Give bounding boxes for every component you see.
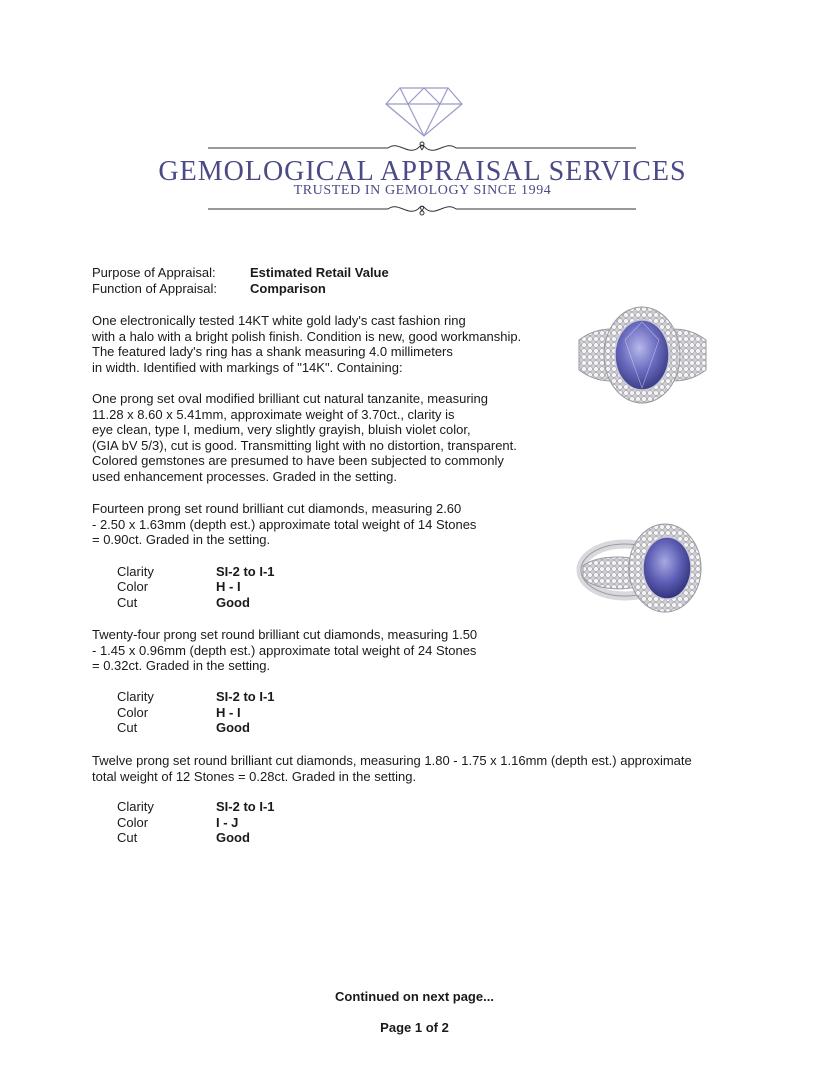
description-line: One electronically tested 14KT white gold lady's cast fashion ring bbox=[92, 313, 466, 328]
header-bottom-flourish bbox=[208, 199, 636, 219]
cut-label: Cut bbox=[117, 595, 138, 610]
diamond-line: Twenty-four prong set round brilliant cut diamonds, measuring 1.50 bbox=[92, 627, 478, 642]
center-stone-description bbox=[92, 391, 517, 485]
diamond-line: total weight of 12 Stones = 0.28ct. Graded in the setting. bbox=[92, 768, 417, 784]
center-stone-line: (GIA bV 5/3), cut is good. Transmitting light with no distortion, transparent. bbox=[92, 437, 517, 453]
clarity-value: SI-2 to I-1 bbox=[216, 564, 275, 579]
diamond-group-1-description bbox=[92, 501, 476, 548]
cut-value: Good bbox=[216, 595, 250, 610]
center-stone-line: One prong set oval modified brilliant cut natural tanzanite, measuring bbox=[92, 391, 488, 406]
company-tagline: TRUSTED IN GEMOLOGY SINCE 1994 bbox=[293, 183, 552, 198]
clarity-label: Clarity bbox=[117, 799, 154, 814]
clarity-value: SI-2 to I-1 bbox=[216, 799, 275, 814]
function-value: Comparison bbox=[250, 281, 326, 296]
ring-description bbox=[92, 313, 521, 375]
cut-label: Cut bbox=[117, 830, 138, 845]
color-value: H - I bbox=[216, 705, 241, 720]
diamond-line: = 0.32ct. Graded in the setting. bbox=[92, 658, 271, 674]
center-stone-line: 11.28 x 8.60 x 5.41mm, approximate weight of 3.70ct., clarity is bbox=[92, 406, 455, 422]
function-label: Function of Appraisal: bbox=[92, 281, 218, 296]
color-value: H - I bbox=[216, 579, 241, 594]
color-value: I - J bbox=[216, 815, 239, 830]
clarity-label: Clarity bbox=[117, 564, 154, 579]
clarity-value: SI-2 to I-1 bbox=[216, 689, 275, 704]
page-number: Page 1 of 2 bbox=[380, 1020, 449, 1035]
purpose-value: Estimated Retail Value bbox=[250, 265, 389, 280]
cut-value: Good bbox=[216, 720, 250, 735]
ring-photo-top bbox=[575, 300, 710, 410]
description-line: in width. Identified with markings of "14K". Containing: bbox=[92, 359, 403, 375]
diamond-group-2-description bbox=[92, 627, 477, 674]
center-stone-line: used enhancement processes. Graded in the setting. bbox=[92, 468, 397, 484]
company-name: GEMOLOGICAL APPRAISAL SERVICES bbox=[158, 156, 687, 187]
cut-label: Cut bbox=[117, 720, 138, 735]
diamond-line: Twelve prong set round brilliant cut diamonds, measuring 1.80 - 1.75 x 1.16mm (depth est.) approximate bbox=[92, 753, 692, 768]
cut-value: Good bbox=[216, 830, 250, 845]
diamond-line: Fourteen prong set round brilliant cut diamonds, measuring 2.60 bbox=[92, 501, 462, 516]
header-top-flourish bbox=[208, 138, 636, 158]
center-stone-line: eye clean, type I, medium, very slightly grayish, bluish violet color, bbox=[92, 422, 471, 438]
purpose-label: Purpose of Appraisal: bbox=[92, 265, 216, 280]
description-line: with a halo with a bright polish finish. Condition is new, good workmanship. bbox=[92, 328, 522, 344]
center-stone-line: Colored gemstones are presumed to have been subjected to commonly bbox=[92, 453, 504, 469]
color-label: Color bbox=[117, 705, 149, 720]
diamond-group-3-description bbox=[92, 753, 692, 784]
clarity-label: Clarity bbox=[117, 689, 154, 704]
description-line: The featured lady's ring has a shank measuring 4.0 millimeters bbox=[92, 344, 453, 360]
ring-photo-side bbox=[575, 512, 710, 624]
diamond-line: = 0.90ct. Graded in the setting. bbox=[92, 532, 271, 548]
diamond-line: - 2.50 x 1.63mm (depth est.) approximate total weight of 14 Stones bbox=[92, 516, 477, 532]
diamond-logo-icon bbox=[384, 86, 464, 138]
diamond-line: - 1.45 x 0.96mm (depth est.) approximate total weight of 24 Stones bbox=[92, 642, 477, 658]
continued-note: Continued on next page... bbox=[335, 989, 494, 1004]
color-label: Color bbox=[117, 815, 149, 830]
color-label: Color bbox=[117, 579, 149, 594]
